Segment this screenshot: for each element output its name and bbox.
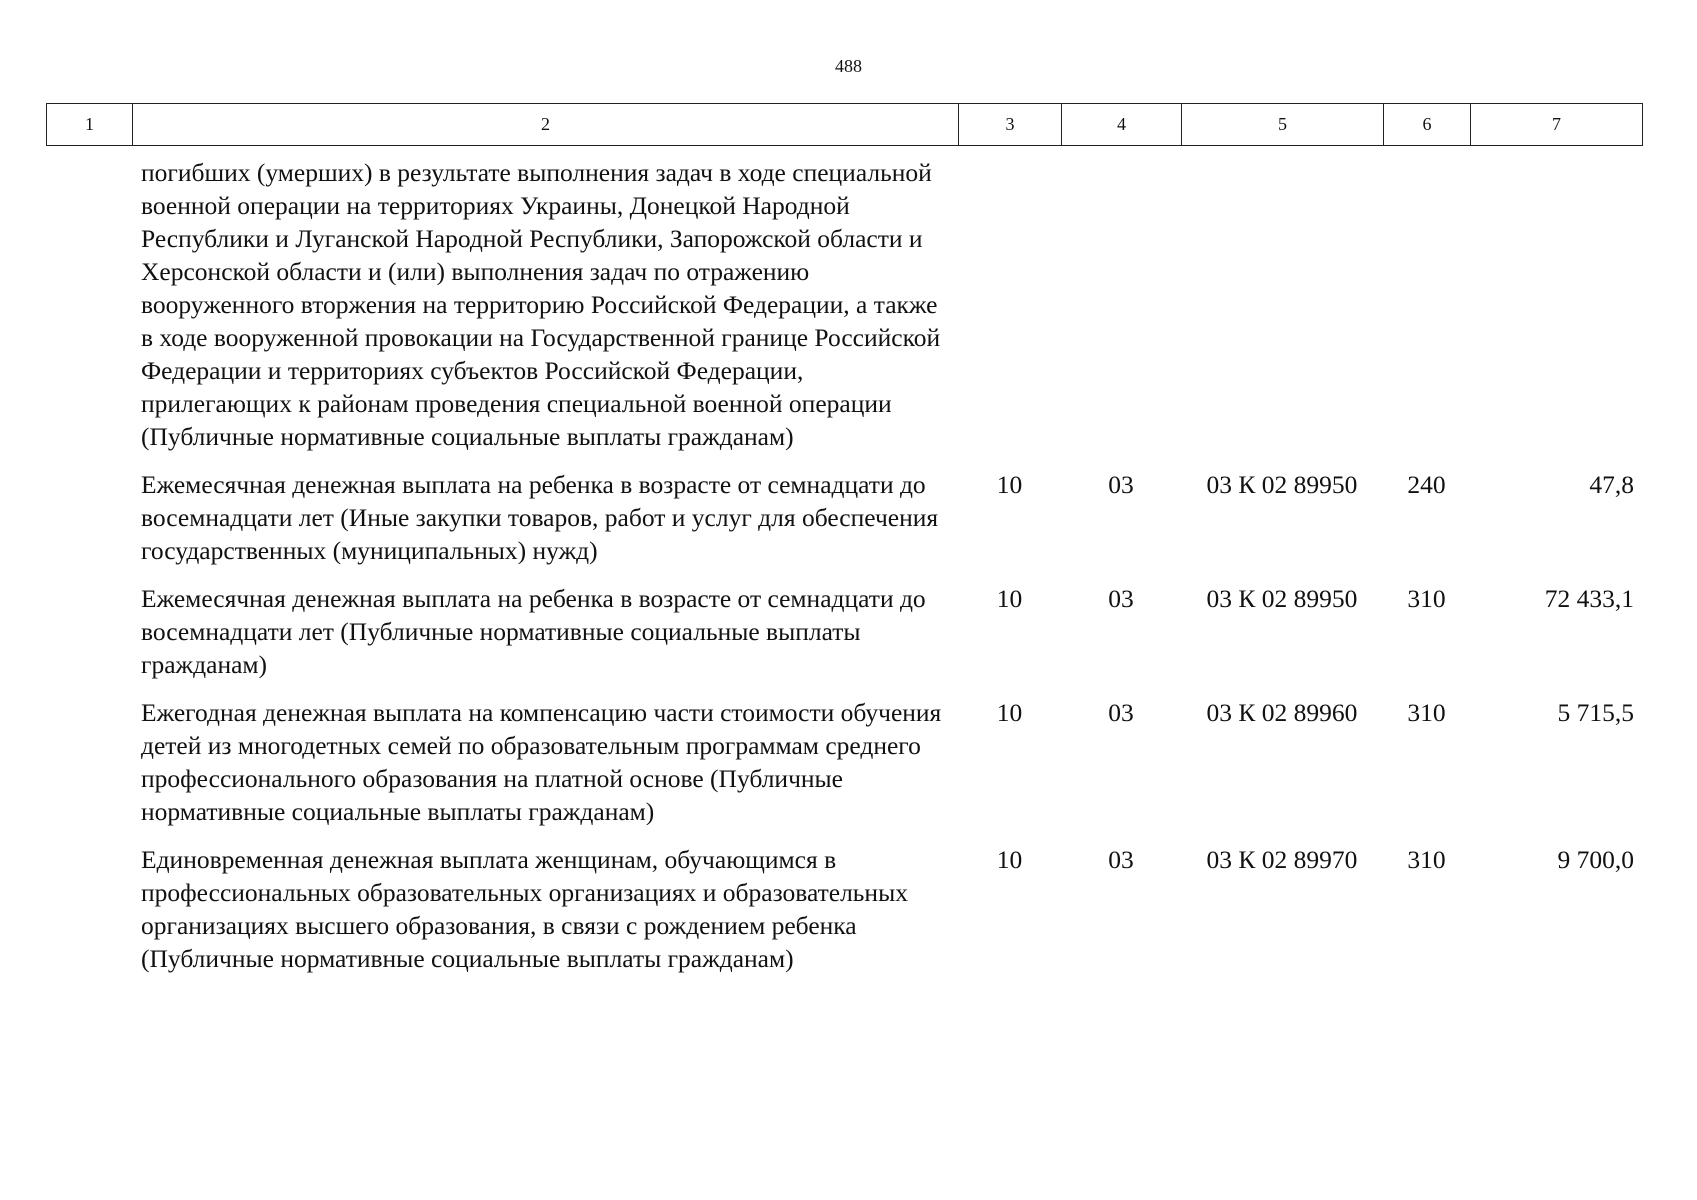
table-row xyxy=(46,582,1642,696)
column-header-row xyxy=(47,104,1643,146)
row-section: 10 xyxy=(996,845,1023,874)
budget-table xyxy=(46,156,1642,990)
row-subsection xyxy=(1061,156,1181,468)
row-expense-type: 240 xyxy=(1407,470,1446,499)
row-amount: 5 715,5 xyxy=(1557,698,1634,727)
column-header-3: 3 xyxy=(959,104,1062,146)
row-description: Ежегодная денежная выплата на компенсацию части стоимости обучения детей из многодетных семей по образовательным программам среднего профессионального образования на платной основе (Публичные нормативные социальные выплаты гражданам) xyxy=(141,698,942,826)
row-expense-type xyxy=(1383,156,1470,468)
row-target-article: 03 К 02 89950 xyxy=(1206,470,1358,499)
row-description: погибших (умерших) в результате выполнения задач в ходе специальной военной операции на территориях Украины, Донецкой Народной Республики и Луганской Народной Республики, Запорожской области и Херсонской области и (или) выполнения задач по отражению вооруженного вторжения на территорию Российской Федерации, а также в ходе вооруженной провокации на Государственной границе Российской Федерации и территориях субъектов Российской Федерации, прилегающих к районам проведения специальной военной операции (Публичные нормативные социальные выплаты гражданам) xyxy=(141,158,941,451)
row-section xyxy=(958,156,1061,468)
row-subsection: 03 xyxy=(1108,698,1134,727)
row-subsection: 03 xyxy=(1108,845,1134,874)
row-amount xyxy=(1470,156,1642,468)
row-expense-type: 310 xyxy=(1407,584,1446,613)
row-subsection: 03 xyxy=(1108,470,1134,499)
column-header-table xyxy=(46,103,1643,146)
table-row xyxy=(46,156,1642,468)
column-header-5: 5 xyxy=(1182,104,1384,146)
row-expense-type: 310 xyxy=(1407,845,1446,874)
row-target-article: 03 К 02 89950 xyxy=(1206,584,1358,613)
page-number: 488 xyxy=(835,56,862,76)
row-amount: 9 700,0 xyxy=(1557,845,1634,874)
row-section: 10 xyxy=(996,584,1023,613)
column-header-6: 6 xyxy=(1384,104,1471,146)
column-header-7: 7 xyxy=(1471,104,1643,146)
row-subsection: 03 xyxy=(1108,584,1134,613)
table-row xyxy=(46,696,1642,843)
row-target-article: 03 К 02 89970 xyxy=(1206,845,1358,874)
row-section: 10 xyxy=(996,470,1023,499)
row-target-article: 03 К 02 89960 xyxy=(1206,698,1358,727)
row-expense-type: 310 xyxy=(1407,698,1446,727)
column-header-1: 1 xyxy=(47,104,133,146)
row-section: 10 xyxy=(996,698,1023,727)
row-description: Единовременная денежная выплата женщинам, обучающимся в профессиональных образовательных организациях и образовательных организациях высшего образования, в связи с рождением ребенка (Публичные нормативные социальные выплаты гражданам) xyxy=(141,845,908,973)
row-description: Ежемесячная денежная выплата на ребенка в возрасте от семнадцати до восемнадцати лет (Публичные нормативные социальные выплаты гражданам) xyxy=(141,584,926,679)
column-header-2: 2 xyxy=(133,104,959,146)
row-description: Ежемесячная денежная выплата на ребенка в возрасте от семнадцати до восемнадцати лет (Иные закупки товаров, работ и услуг для обеспечения государственных (муниципальных) нужд) xyxy=(141,470,939,565)
row-target-article xyxy=(1181,156,1383,468)
row-amount: 47,8 xyxy=(1589,470,1634,499)
table-row xyxy=(46,468,1642,582)
table-row xyxy=(46,843,1642,990)
row-amount: 72 433,1 xyxy=(1544,584,1634,613)
column-header-4: 4 xyxy=(1062,104,1182,146)
